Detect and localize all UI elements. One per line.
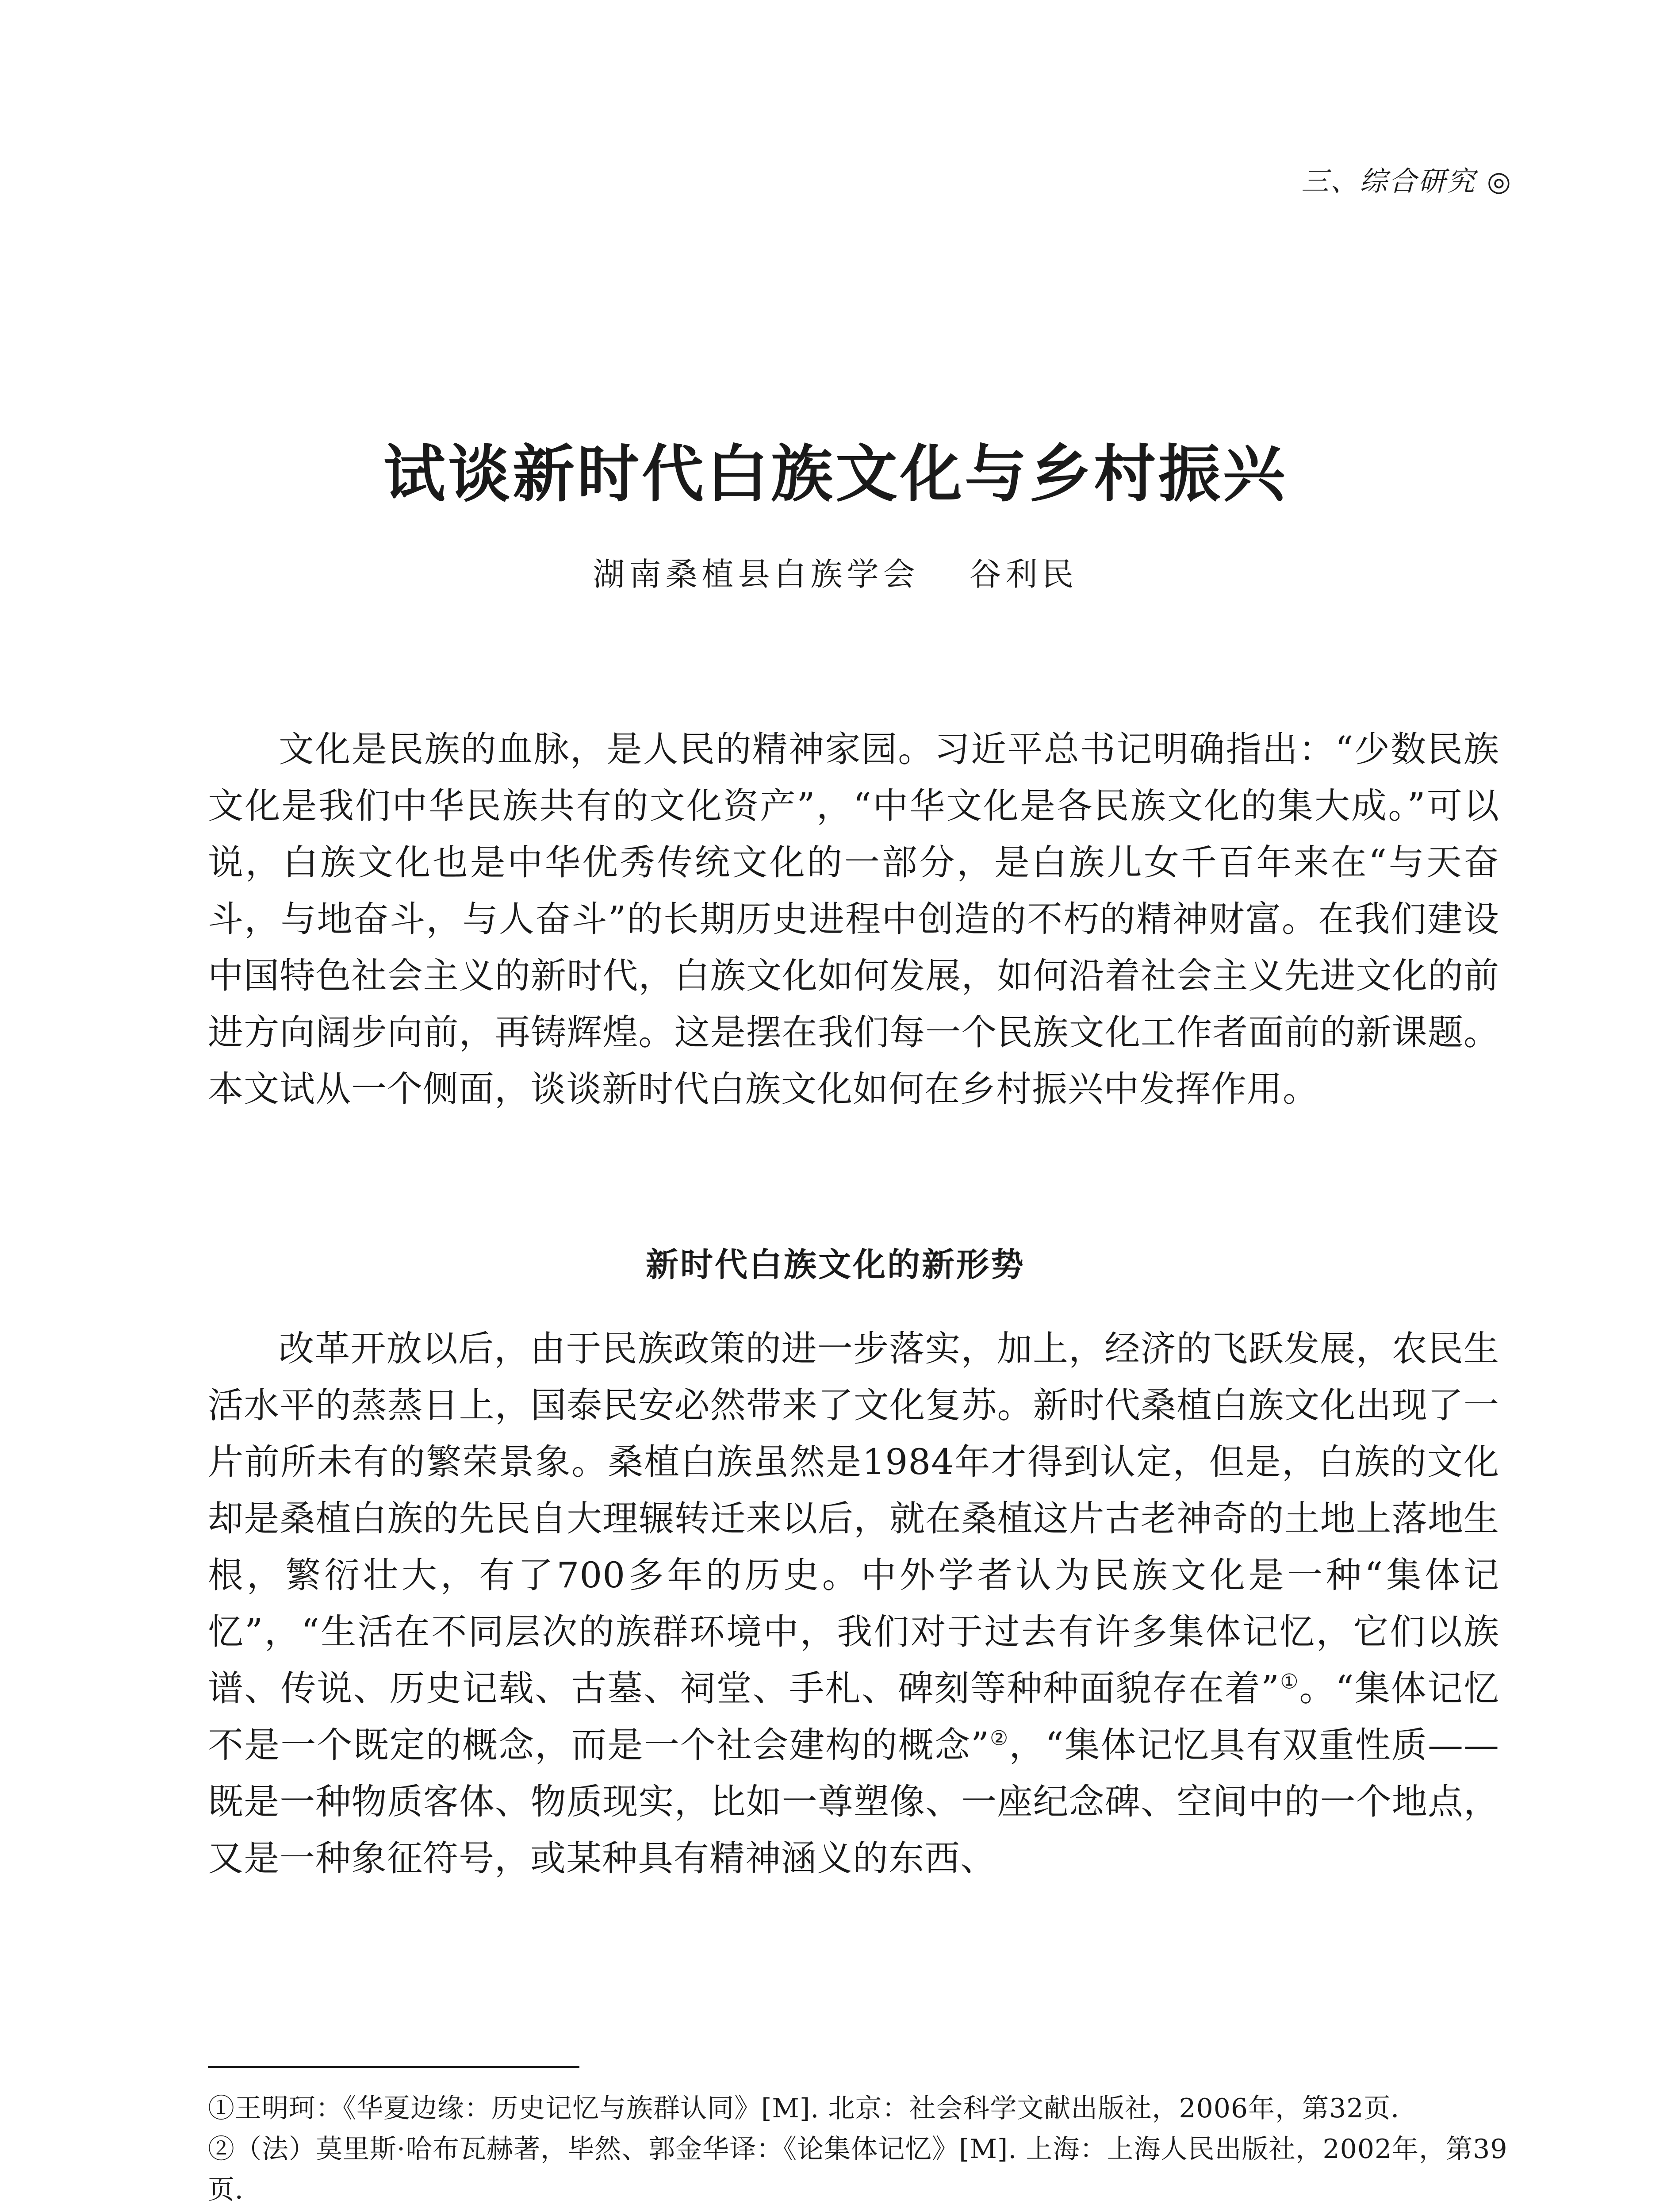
article-title: 试谈新时代白族文化与乡村振兴	[383, 438, 1288, 511]
author-name: 谷利民	[969, 556, 1078, 593]
footnote-ref-2: ②	[989, 1726, 1009, 1750]
section-paragraph-block	[208, 1321, 1499, 1887]
footnote-ref-1: ①	[1280, 1669, 1299, 1694]
paragraph-text-part3: ，“集体记忆具有双重性质——既是一种物质客体、物质现实，比如一尊塑像、一座纪念碑、空间中的一个地点，又是一种象征符号，或某种具有精神涵义的东西、	[208, 1724, 1499, 1879]
author-affiliation: 湖南桑植县白族学会	[593, 556, 920, 593]
header-mark: ◎	[1487, 165, 1513, 197]
footnotes	[208, 2088, 1508, 2210]
section-paragraph	[208, 1321, 1499, 1887]
paragraph-text-part1: 改革开放以后，由于民族政策的进一步落实，加上，经济的飞跃发展，农民生活水平的蒸蒸日上，国泰民安必然带来了文化复苏。新时代桑植白族文化出现了一片前所未有的繁荣景象。桑植白族虽然是1984年才得到认定，但是，白族的文化却是桑植白族的先民自大理辗转迁来以后，就在桑植这片古老神奇的土地上落地生根，繁衍壮大，有了700多年的历史。中外学者认为民族文化是一种“集体记忆”，“生活在不同层次的族群环境中，我们对于过去有许多集体记忆，它们以族谱、传说、历史记载、古墓、祠堂、手札、碑刻等种种面貌存在着”	[208, 1328, 1499, 1709]
footnote-divider	[208, 2066, 579, 2068]
header-section: 三、综合研究	[1301, 165, 1477, 197]
footnote-2: ②（法）莫里斯·哈布瓦赫著，毕然、郭金华译：《论集体记忆》[M]. 上海：上海人民出版社，2002年，第39页．	[208, 2134, 1508, 2205]
paragraph-text-part2: 。“集体记忆不是一个既定的概念，而是一个社会建构的概念”	[208, 1668, 1499, 1766]
byline	[0, 549, 1671, 595]
footnote-1: ①王明珂：《华夏边缘：历史记忆与族群认同》[M]. 北京：社会科学文献出版社，2006年，第32页．	[208, 2093, 1418, 2124]
running-header	[1194, 159, 1513, 199]
intro-paragraph-block	[208, 721, 1499, 1118]
intro-paragraph: 文化是民族的血脉，是人民的精神家园。习近平总书记明确指出：“少数民族文化是我们中华民族共有的文化资产”，“中华文化是各民族文化的集大成。”可以说，白族文化也是中华优秀传统文化的一部分，是白族儿女千百年来在“与天奋斗，与地奋斗，与人奋斗”的长期历史进程中创造的不朽的精神财富。在我们建设中国特色社会主义的新时代，白族文化如何发展，如何沿着社会主义先进文化的前进方向阔步向前，再铸辉煌。这是摆在我们每一个民族文化工作者面前的新课题。本文试从一个侧面，谈谈新时代白族文化如何在乡村振兴中发挥作用。	[208, 729, 1499, 1110]
section-heading: 新时代白族文化的新形势	[646, 1246, 1025, 1284]
